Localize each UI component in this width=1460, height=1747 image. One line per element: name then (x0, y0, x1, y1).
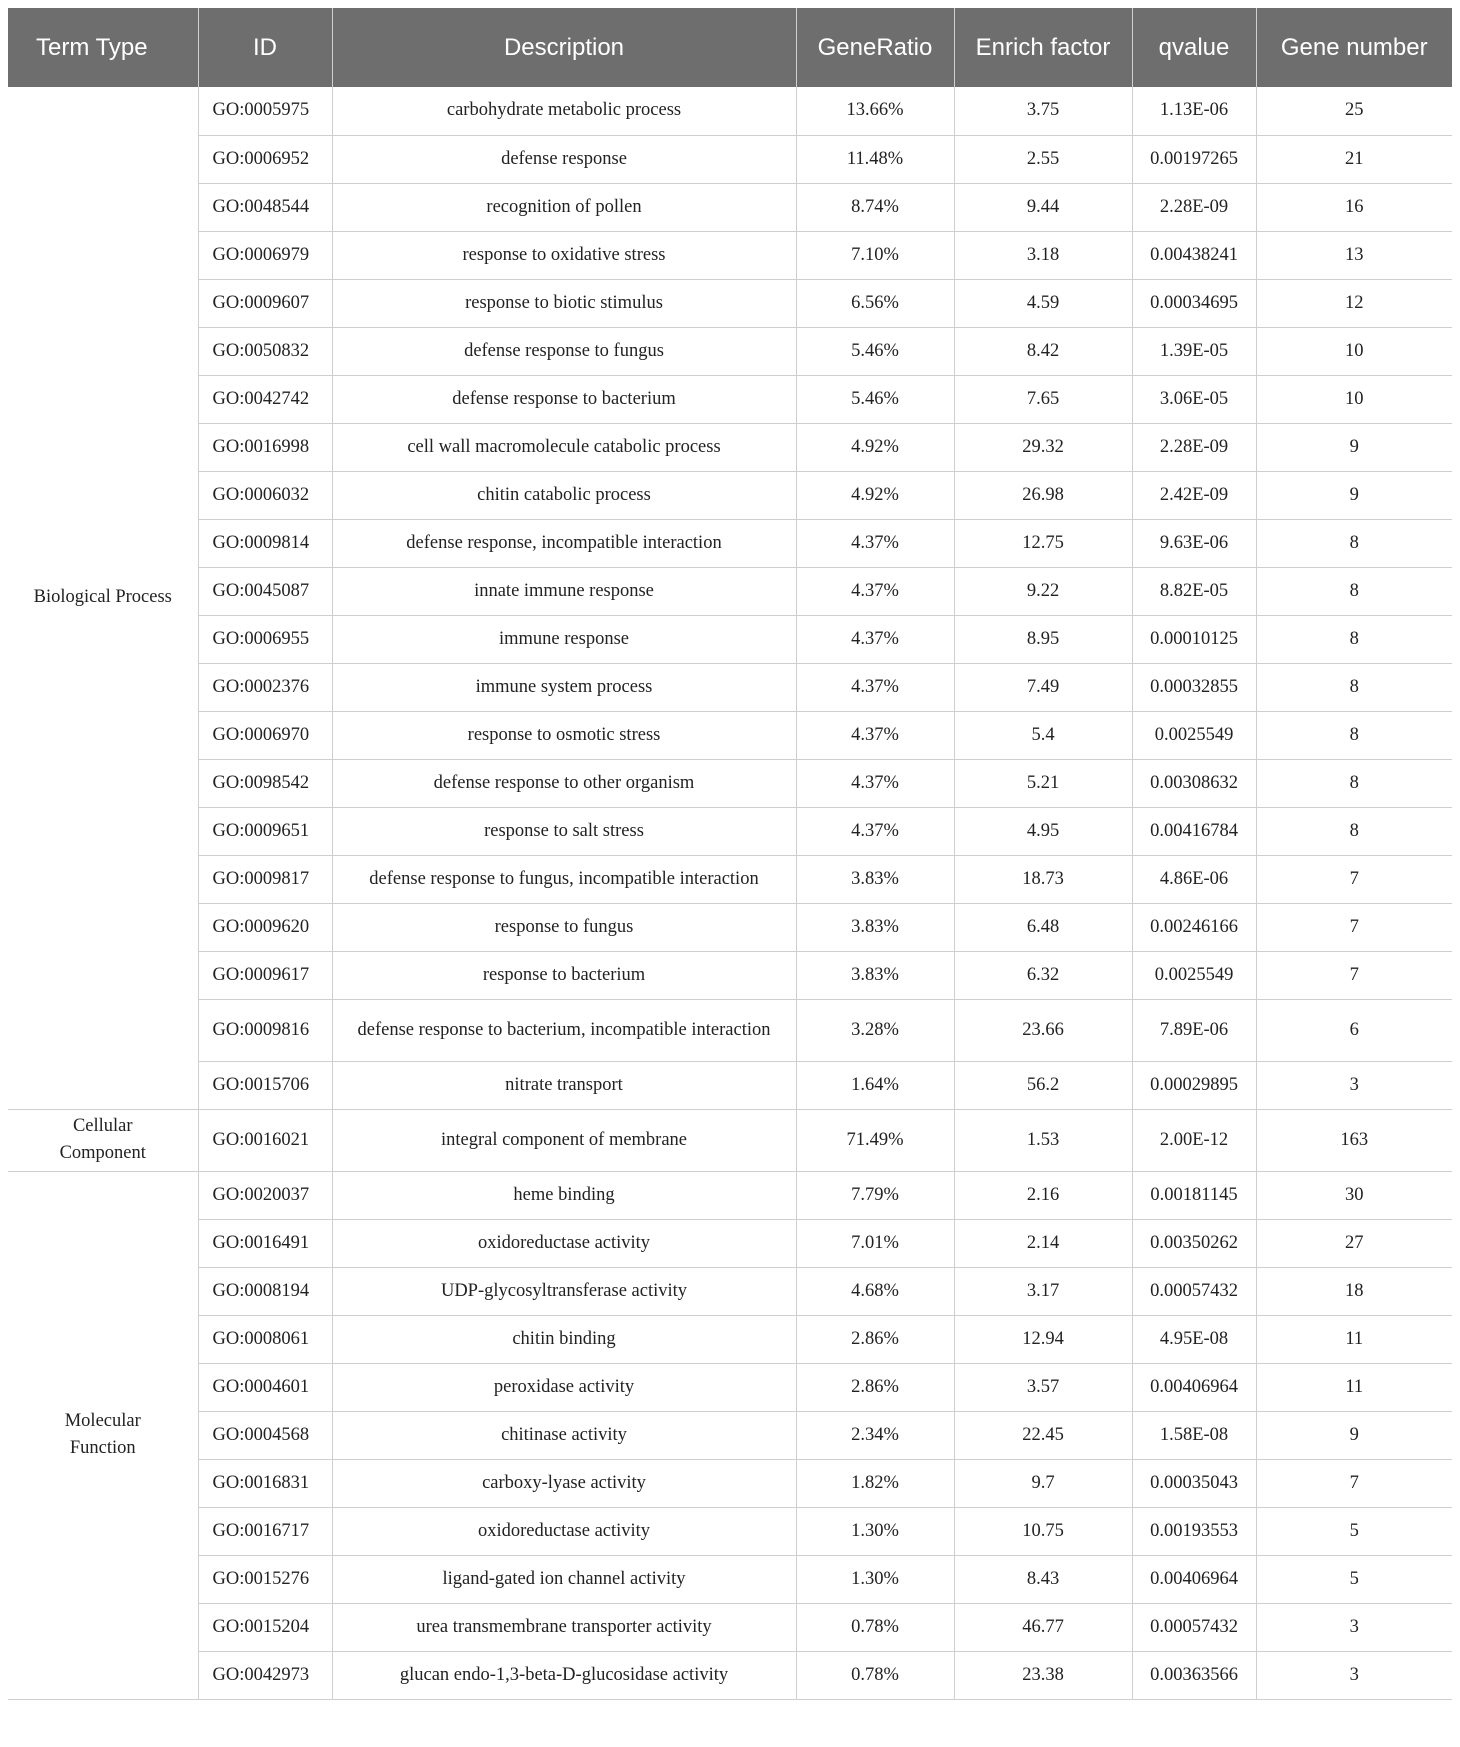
description-cell: immune system process (332, 663, 796, 711)
id-cell: GO:0009617 (198, 951, 332, 999)
id-cell: GO:0009816 (198, 999, 332, 1061)
id-cell: GO:0004601 (198, 1363, 332, 1411)
id-cell: GO:0009620 (198, 903, 332, 951)
gene-ratio-cell: 7.79% (796, 1171, 954, 1219)
gene-ratio-cell: 1.82% (796, 1459, 954, 1507)
description-cell: defense response to fungus, incompatible interaction (332, 855, 796, 903)
description-cell: defense response to bacterium, incompatible interaction (332, 999, 796, 1061)
table-row (8, 903, 1452, 951)
description-cell: integral component of membrane (332, 1109, 796, 1171)
header-enrich-factor: Enrich factor (954, 8, 1132, 87)
enrich-factor-cell: 12.75 (954, 519, 1132, 567)
id-cell: GO:0009607 (198, 279, 332, 327)
id-cell: GO:0020037 (198, 1171, 332, 1219)
table-row (8, 1507, 1452, 1555)
enrich-factor-cell: 9.22 (954, 567, 1132, 615)
gene-number-cell: 8 (1256, 663, 1452, 711)
gene-ratio-cell: 4.37% (796, 759, 954, 807)
enrich-factor-cell: 6.48 (954, 903, 1132, 951)
qvalue-cell: 0.00197265 (1132, 135, 1256, 183)
gene-ratio-cell: 3.28% (796, 999, 954, 1061)
table-row (8, 1109, 1452, 1171)
id-cell: GO:0050832 (198, 327, 332, 375)
gene-number-cell: 9 (1256, 471, 1452, 519)
id-cell: GO:0015276 (198, 1555, 332, 1603)
header-qvalue: qvalue (1132, 8, 1256, 87)
term-type-cell: Molecular Function (8, 1171, 198, 1699)
table-row (8, 1315, 1452, 1363)
qvalue-cell: 0.00181145 (1132, 1171, 1256, 1219)
description-cell: carboxy-lyase activity (332, 1459, 796, 1507)
qvalue-cell: 0.00029895 (1132, 1061, 1256, 1109)
table-row (8, 1651, 1452, 1699)
enrich-factor-cell: 23.38 (954, 1651, 1132, 1699)
gene-number-cell: 5 (1256, 1555, 1452, 1603)
gene-ratio-cell: 4.37% (796, 711, 954, 759)
qvalue-cell: 0.00193553 (1132, 1507, 1256, 1555)
gene-number-cell: 7 (1256, 903, 1452, 951)
description-cell: recognition of pollen (332, 183, 796, 231)
enrich-factor-cell: 22.45 (954, 1411, 1132, 1459)
id-cell: GO:0042742 (198, 375, 332, 423)
id-cell: GO:0009651 (198, 807, 332, 855)
gene-ratio-cell: 3.83% (796, 855, 954, 903)
gene-number-cell: 8 (1256, 615, 1452, 663)
enrich-factor-cell: 3.75 (954, 87, 1132, 135)
qvalue-cell: 9.63E-06 (1132, 519, 1256, 567)
gene-ratio-cell: 4.37% (796, 615, 954, 663)
table-row (8, 1459, 1452, 1507)
gene-number-cell: 3 (1256, 1651, 1452, 1699)
gene-ratio-cell: 4.37% (796, 567, 954, 615)
gene-ratio-cell: 4.37% (796, 807, 954, 855)
go-enrichment-table-container (8, 8, 1452, 1700)
id-cell: GO:0006970 (198, 711, 332, 759)
gene-ratio-cell: 2.86% (796, 1315, 954, 1363)
gene-ratio-cell: 4.92% (796, 423, 954, 471)
qvalue-cell: 0.00416784 (1132, 807, 1256, 855)
id-cell: GO:0008194 (198, 1267, 332, 1315)
table-row (8, 87, 1452, 135)
gene-ratio-cell: 1.30% (796, 1555, 954, 1603)
table-row (8, 807, 1452, 855)
table-row (8, 423, 1452, 471)
gene-number-cell: 9 (1256, 423, 1452, 471)
gene-number-cell: 18 (1256, 1267, 1452, 1315)
description-cell: immune response (332, 615, 796, 663)
header-term-type: Term Type (8, 8, 198, 87)
qvalue-cell: 8.82E-05 (1132, 567, 1256, 615)
qvalue-cell: 4.86E-06 (1132, 855, 1256, 903)
enrich-factor-cell: 9.7 (954, 1459, 1132, 1507)
description-cell: defense response to fungus (332, 327, 796, 375)
table-row (8, 1555, 1452, 1603)
description-cell: response to bacterium (332, 951, 796, 999)
id-cell: GO:0006032 (198, 471, 332, 519)
id-cell: GO:0015204 (198, 1603, 332, 1651)
id-cell: GO:0005975 (198, 87, 332, 135)
gene-number-cell: 10 (1256, 327, 1452, 375)
gene-ratio-cell: 13.66% (796, 87, 954, 135)
enrich-factor-cell: 7.49 (954, 663, 1132, 711)
gene-ratio-cell: 8.74% (796, 183, 954, 231)
gene-number-cell: 12 (1256, 279, 1452, 327)
qvalue-cell: 0.00363566 (1132, 1651, 1256, 1699)
qvalue-cell: 0.00010125 (1132, 615, 1256, 663)
enrich-factor-cell: 8.95 (954, 615, 1132, 663)
description-cell: response to fungus (332, 903, 796, 951)
id-cell: GO:0006955 (198, 615, 332, 663)
id-cell: GO:0002376 (198, 663, 332, 711)
gene-ratio-cell: 4.37% (796, 663, 954, 711)
gene-number-cell: 27 (1256, 1219, 1452, 1267)
gene-number-cell: 13 (1256, 231, 1452, 279)
table-row (8, 1603, 1452, 1651)
gene-number-cell: 5 (1256, 1507, 1452, 1555)
gene-ratio-cell: 0.78% (796, 1603, 954, 1651)
gene-ratio-cell: 71.49% (796, 1109, 954, 1171)
gene-number-cell: 8 (1256, 567, 1452, 615)
description-cell: chitin catabolic process (332, 471, 796, 519)
gene-ratio-cell: 5.46% (796, 375, 954, 423)
gene-number-cell: 163 (1256, 1109, 1452, 1171)
gene-ratio-cell: 2.34% (796, 1411, 954, 1459)
qvalue-cell: 0.0025549 (1132, 951, 1256, 999)
description-cell: chitinase activity (332, 1411, 796, 1459)
enrich-factor-cell: 12.94 (954, 1315, 1132, 1363)
id-cell: GO:0016998 (198, 423, 332, 471)
gene-number-cell: 11 (1256, 1315, 1452, 1363)
gene-ratio-cell: 3.83% (796, 951, 954, 999)
gene-ratio-cell: 4.37% (796, 519, 954, 567)
qvalue-cell: 0.00246166 (1132, 903, 1256, 951)
enrich-factor-cell: 18.73 (954, 855, 1132, 903)
table-header (8, 8, 1452, 87)
gene-ratio-cell: 1.64% (796, 1061, 954, 1109)
gene-number-cell: 16 (1256, 183, 1452, 231)
enrich-factor-cell: 8.43 (954, 1555, 1132, 1603)
enrich-factor-cell: 7.65 (954, 375, 1132, 423)
id-cell: GO:0045087 (198, 567, 332, 615)
gene-ratio-cell: 4.92% (796, 471, 954, 519)
qvalue-cell: 1.13E-06 (1132, 87, 1256, 135)
description-cell: response to oxidative stress (332, 231, 796, 279)
header-id: ID (198, 8, 332, 87)
gene-number-cell: 10 (1256, 375, 1452, 423)
gene-ratio-cell: 1.30% (796, 1507, 954, 1555)
table-row (8, 1363, 1452, 1411)
id-cell: GO:0016831 (198, 1459, 332, 1507)
header-gene-ratio: GeneRatio (796, 8, 954, 87)
gene-ratio-cell: 5.46% (796, 327, 954, 375)
term-type-cell: Cellular Component (8, 1109, 198, 1171)
id-cell: GO:0098542 (198, 759, 332, 807)
enrich-factor-cell: 10.75 (954, 1507, 1132, 1555)
id-cell: GO:0048544 (198, 183, 332, 231)
table-row (8, 1411, 1452, 1459)
table-row (8, 999, 1452, 1061)
gene-number-cell: 8 (1256, 807, 1452, 855)
table-row (8, 759, 1452, 807)
enrich-factor-cell: 2.55 (954, 135, 1132, 183)
gene-number-cell: 25 (1256, 87, 1452, 135)
gene-number-cell: 3 (1256, 1061, 1452, 1109)
enrich-factor-cell: 5.4 (954, 711, 1132, 759)
id-cell: GO:0004568 (198, 1411, 332, 1459)
enrich-factor-cell: 46.77 (954, 1603, 1132, 1651)
description-cell: carbohydrate metabolic process (332, 87, 796, 135)
enrich-factor-cell: 2.16 (954, 1171, 1132, 1219)
gene-number-cell: 7 (1256, 855, 1452, 903)
table-row (8, 951, 1452, 999)
enrich-factor-cell: 26.98 (954, 471, 1132, 519)
header-gene-number: Gene number (1256, 8, 1452, 87)
enrich-factor-cell: 2.14 (954, 1219, 1132, 1267)
table-row (8, 615, 1452, 663)
description-cell: nitrate transport (332, 1061, 796, 1109)
qvalue-cell: 0.00308632 (1132, 759, 1256, 807)
qvalue-cell: 2.28E-09 (1132, 183, 1256, 231)
qvalue-cell: 0.00035043 (1132, 1459, 1256, 1507)
gene-number-cell: 7 (1256, 1459, 1452, 1507)
gene-number-cell: 8 (1256, 711, 1452, 759)
description-cell: heme binding (332, 1171, 796, 1219)
description-cell: defense response (332, 135, 796, 183)
description-cell: response to salt stress (332, 807, 796, 855)
gene-number-cell: 30 (1256, 1171, 1452, 1219)
enrich-factor-cell: 1.53 (954, 1109, 1132, 1171)
gene-ratio-cell: 7.10% (796, 231, 954, 279)
gene-number-cell: 6 (1256, 999, 1452, 1061)
term-type-cell: Biological Process (8, 87, 198, 1109)
gene-number-cell: 3 (1256, 1603, 1452, 1651)
qvalue-cell: 4.95E-08 (1132, 1315, 1256, 1363)
description-cell: response to osmotic stress (332, 711, 796, 759)
enrich-factor-cell: 23.66 (954, 999, 1132, 1061)
qvalue-cell: 0.00406964 (1132, 1555, 1256, 1603)
gene-ratio-cell: 11.48% (796, 135, 954, 183)
id-cell: GO:0015706 (198, 1061, 332, 1109)
gene-ratio-cell: 2.86% (796, 1363, 954, 1411)
enrich-factor-cell: 8.42 (954, 327, 1132, 375)
gene-number-cell: 21 (1256, 135, 1452, 183)
id-cell: GO:0009817 (198, 855, 332, 903)
table-row (8, 1061, 1452, 1109)
qvalue-cell: 2.42E-09 (1132, 471, 1256, 519)
enrich-factor-cell: 6.32 (954, 951, 1132, 999)
description-cell: oxidoreductase activity (332, 1219, 796, 1267)
gene-ratio-cell: 7.01% (796, 1219, 954, 1267)
description-cell: UDP-glycosyltransferase activity (332, 1267, 796, 1315)
qvalue-cell: 0.0025549 (1132, 711, 1256, 759)
gene-number-cell: 8 (1256, 519, 1452, 567)
id-cell: GO:0016717 (198, 1507, 332, 1555)
table-row (8, 855, 1452, 903)
table-row (8, 1219, 1452, 1267)
table-row (8, 711, 1452, 759)
table-row (8, 279, 1452, 327)
id-cell: GO:0008061 (198, 1315, 332, 1363)
header-row (8, 8, 1452, 87)
enrich-factor-cell: 5.21 (954, 759, 1132, 807)
table-row (8, 375, 1452, 423)
gene-ratio-cell: 0.78% (796, 1651, 954, 1699)
description-cell: defense response, incompatible interaction (332, 519, 796, 567)
qvalue-cell: 7.89E-06 (1132, 999, 1256, 1061)
qvalue-cell: 2.00E-12 (1132, 1109, 1256, 1171)
description-cell: chitin binding (332, 1315, 796, 1363)
description-cell: defense response to other organism (332, 759, 796, 807)
gene-ratio-cell: 4.68% (796, 1267, 954, 1315)
description-cell: innate immune response (332, 567, 796, 615)
gene-number-cell: 7 (1256, 951, 1452, 999)
table-row (8, 183, 1452, 231)
enrich-factor-cell: 3.57 (954, 1363, 1132, 1411)
qvalue-cell: 0.00057432 (1132, 1267, 1256, 1315)
qvalue-cell: 0.00438241 (1132, 231, 1256, 279)
table-row (8, 231, 1452, 279)
gene-ratio-cell: 6.56% (796, 279, 954, 327)
table-row (8, 471, 1452, 519)
enrich-factor-cell: 4.95 (954, 807, 1132, 855)
description-cell: ligand-gated ion channel activity (332, 1555, 796, 1603)
gene-number-cell: 11 (1256, 1363, 1452, 1411)
enrich-factor-cell: 4.59 (954, 279, 1132, 327)
table-row (8, 135, 1452, 183)
table-row (8, 327, 1452, 375)
id-cell: GO:0006979 (198, 231, 332, 279)
description-cell: peroxidase activity (332, 1363, 796, 1411)
description-cell: oxidoreductase activity (332, 1507, 796, 1555)
table-row (8, 663, 1452, 711)
table-row (8, 1267, 1452, 1315)
id-cell: GO:0016491 (198, 1219, 332, 1267)
gene-ratio-cell: 3.83% (796, 903, 954, 951)
qvalue-cell: 2.28E-09 (1132, 423, 1256, 471)
id-cell: GO:0042973 (198, 1651, 332, 1699)
table-row (8, 567, 1452, 615)
qvalue-cell: 0.00032855 (1132, 663, 1256, 711)
enrich-factor-cell: 56.2 (954, 1061, 1132, 1109)
table-body (8, 87, 1452, 1699)
enrich-factor-cell: 3.17 (954, 1267, 1132, 1315)
id-cell: GO:0016021 (198, 1109, 332, 1171)
qvalue-cell: 0.00034695 (1132, 279, 1256, 327)
description-cell: urea transmembrane transporter activity (332, 1603, 796, 1651)
table-row (8, 1171, 1452, 1219)
qvalue-cell: 1.39E-05 (1132, 327, 1256, 375)
qvalue-cell: 0.00350262 (1132, 1219, 1256, 1267)
qvalue-cell: 1.58E-08 (1132, 1411, 1256, 1459)
id-cell: GO:0009814 (198, 519, 332, 567)
description-cell: cell wall macromolecule catabolic process (332, 423, 796, 471)
header-description: Description (332, 8, 796, 87)
description-cell: defense response to bacterium (332, 375, 796, 423)
id-cell: GO:0006952 (198, 135, 332, 183)
go-enrichment-table (8, 8, 1452, 1700)
qvalue-cell: 0.00406964 (1132, 1363, 1256, 1411)
qvalue-cell: 0.00057432 (1132, 1603, 1256, 1651)
description-cell: glucan endo-1,3-beta-D-glucosidase activity (332, 1651, 796, 1699)
enrich-factor-cell: 9.44 (954, 183, 1132, 231)
description-cell: response to biotic stimulus (332, 279, 796, 327)
table-row (8, 519, 1452, 567)
enrich-factor-cell: 29.32 (954, 423, 1132, 471)
gene-number-cell: 8 (1256, 759, 1452, 807)
qvalue-cell: 3.06E-05 (1132, 375, 1256, 423)
gene-number-cell: 9 (1256, 1411, 1452, 1459)
enrich-factor-cell: 3.18 (954, 231, 1132, 279)
